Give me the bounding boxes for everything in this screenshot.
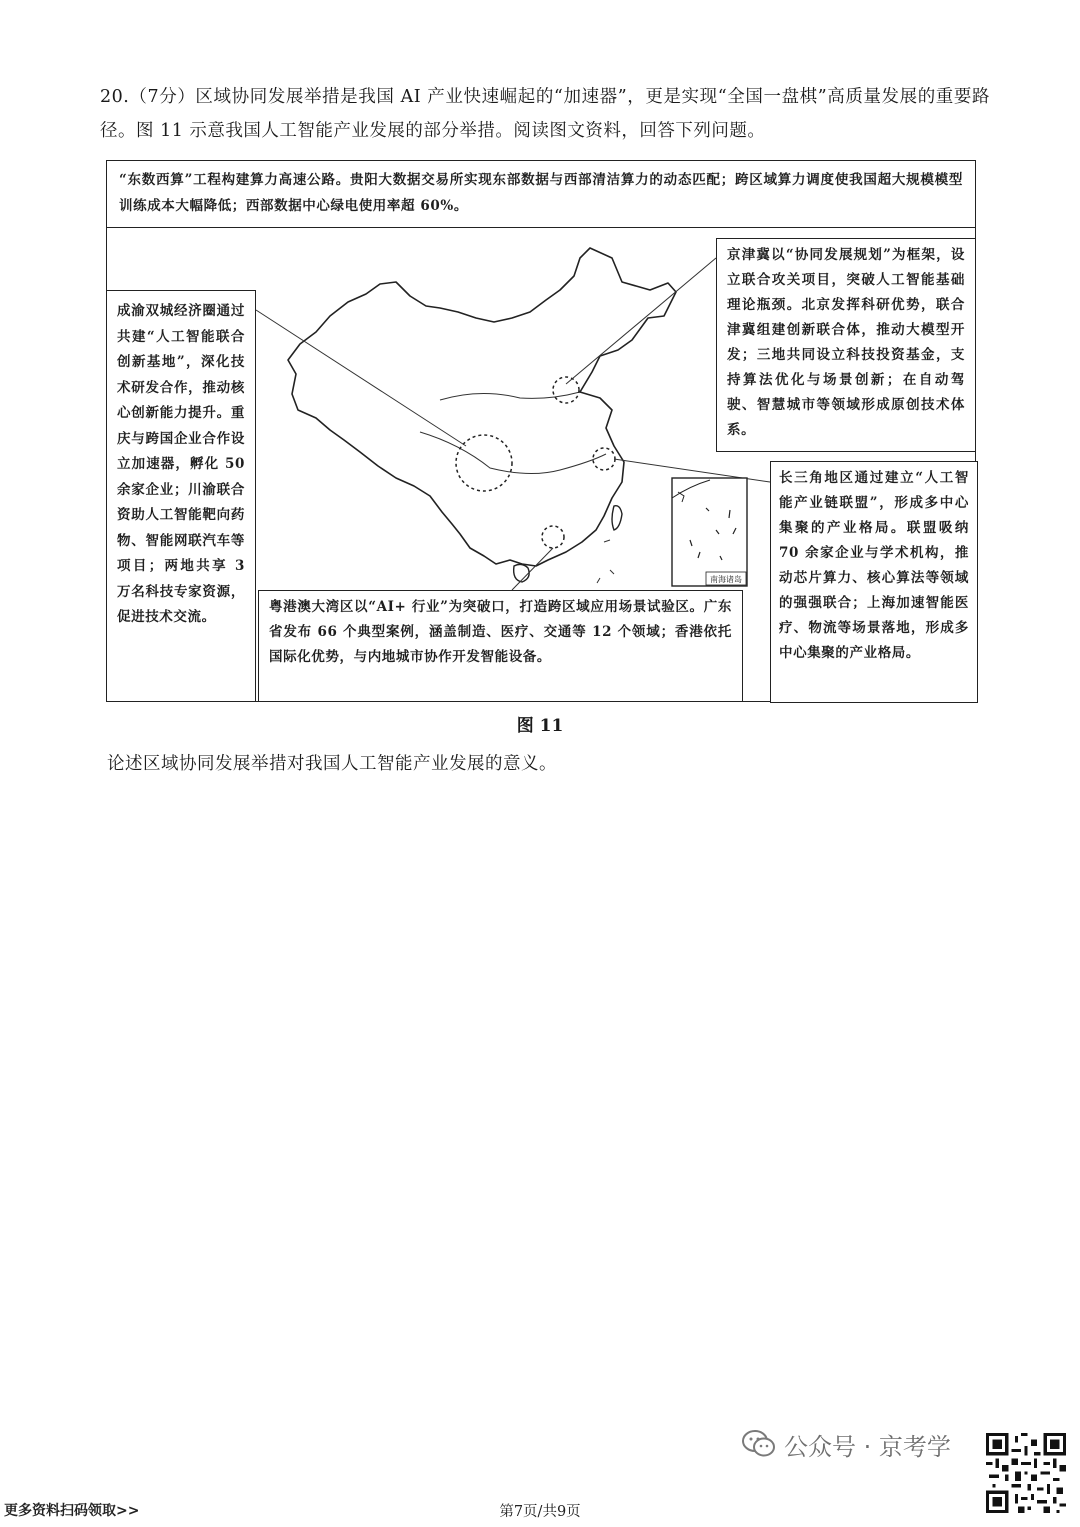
east-data-west-compute-box: “东数西算”工程构建算力高速公路。贵阳大数据交易所实现东部数据与西部清洁算力的动态匹配；跨区域算力调度使我国超大规模模型训练成本大幅降低；西部数据中心绿电使用率超 60%。 [106, 160, 976, 228]
leader-line-gba [512, 548, 553, 590]
inset-label: 南海诸岛 [710, 575, 742, 584]
wechat-icon [742, 1429, 776, 1459]
jingjinji-region-box: 京津冀以“协同发展规划”为框架，设立联合攻关项目，突破人工智能基础理论瓶颈。北京发挥科研优势，联合津冀组建创新联合体，推动大模型开发；三地共同设立科技投资基金，支持算法优化与场景创新；在自动驾驶、智慧城市等领域形成原创技术体系。 [716, 238, 976, 452]
region-marker-jingjinji [553, 377, 579, 403]
leader-line-jingjinji [566, 258, 716, 384]
region-marker-yangtze-delta [593, 448, 615, 470]
hainan-island [514, 564, 529, 582]
river-line [420, 432, 606, 474]
coast-islands [597, 540, 614, 583]
page-number: 第7页/共9页 [499, 1504, 581, 1520]
greater-bay-area-box: 粤港澳大湾区以“AI+ 行业”为突破口，打造跨区域应用场景试验区。广东省发布 66 个典型案例，涵盖制造、医疗、交通等 12 个领域；香港依托国际化优势，与内地城市协作开发智能设备。 [258, 590, 743, 702]
leader-line-chengyu [256, 310, 466, 446]
river-line [440, 392, 580, 400]
chengyu-region-box: 成渝双城经济圈通过共建“人工智能联合创新基地”，深化技术研发合作，推动核心创新能力提升。重庆与跨国企业合作设立加速器，孵化 50 余家企业；川渝联合资助人工智能靶向药物、智能网联汽车等项目；两地共享 3 万名科技专家资源，促进技术交流。 [106, 290, 256, 702]
watermark-text: 公众号 · 京考学 [784, 1432, 951, 1461]
figure-caption: 图 11 [516, 716, 564, 736]
question-stem: 20.（7分）区域协同发展举措是我国 AI 产业快速崛起的“加速器”，更是实现“全国一盘棋”高质量发展的重要路径。图 11 示意我国人工智能产业发展的部分举措。阅读图文资料，回答下列问题。 [100, 87, 990, 141]
sub-question: 论述区域协同发展举措对我国人工智能产业发展的意义。 [107, 754, 557, 774]
south-china-sea-inset [672, 478, 747, 586]
china-mainland-outline [288, 248, 676, 566]
yangtze-delta-region-box: 长三角地区通过建立“人工智能产业链联盟”，形成多中心集聚的产业格局。联盟吸纳 70 余家企业与学术机构，推动芯片算力、核心算法等领域的强强联合；上海加速智能医疗、物流等场景落地，形成多中心集聚的产业格局。 [770, 461, 978, 703]
watermark [742, 1426, 951, 1462]
more-materials-link[interactable]: 更多资料扫码领取>> [4, 1503, 140, 1519]
region-marker-gba [542, 526, 564, 548]
taiwan-island [612, 506, 622, 530]
